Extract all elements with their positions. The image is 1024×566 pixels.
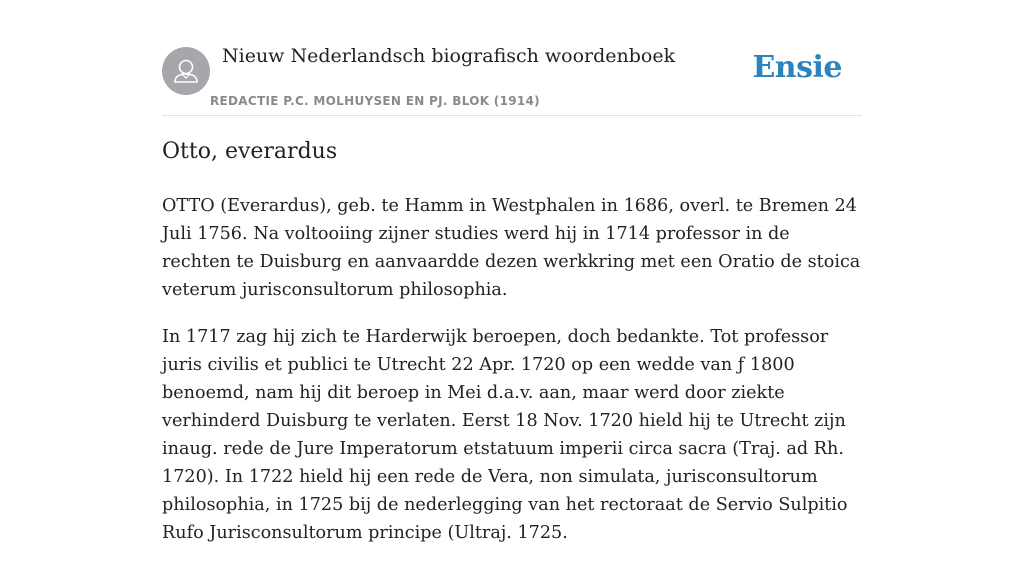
book-editors: REDACTIE P.C. MOLHUYSEN EN PJ. BLOK (1914): [210, 94, 540, 108]
author-avatar[interactable]: [162, 47, 210, 95]
book-title-link[interactable]: Nieuw Nederlandsch biografisch woordenboek: [222, 45, 676, 67]
article-paragraph: In 1717 zag hij zich te Harderwijk beroepen, doch bedankte. Tot professor juris civilis et publici te Utrecht 22 Apr. 1720 op een wedde van ƒ 1800 benoemd, nam hij dit beroep in Mei d.a.v. aan, maar werd door ziekte verhinderd Duisburg te verlaten. Eerst 18 Nov. 1720 hield hij te Utrecht zijn inaug. rede de Jure Imperatorum etstatuum imperii circa sacra (Traj. ad Rh. 1720). In 1722 hield hij een rede de Vera, non simulata, jurisconsultorum philosophia, in 1725 bij de nederlegging van het rectoraat de Servio Sulpitio Rufo Jurisconsultorum principe (Ultraj. 1725.: [162, 327, 848, 543]
page: [162, 0, 862, 543]
ensie-logo[interactable]: Ensie: [752, 50, 842, 85]
article-title: Otto, everardus: [162, 139, 338, 164]
site-header: [162, 0, 862, 116]
user-icon: [162, 47, 210, 95]
article-paragraph: OTTO (Everardus), geb. te Hamm in Westphalen in 1686, overl. te Bremen 24 Juli 1756. Na voltooiing zijner studies werd hij in 1714 professor in de rechten te Duisburg en aanvaardde dezen werkkring met een Oratio de stoica veterum jurisconsultorum philosophia.: [162, 196, 861, 300]
article-body: [162, 192, 862, 566]
